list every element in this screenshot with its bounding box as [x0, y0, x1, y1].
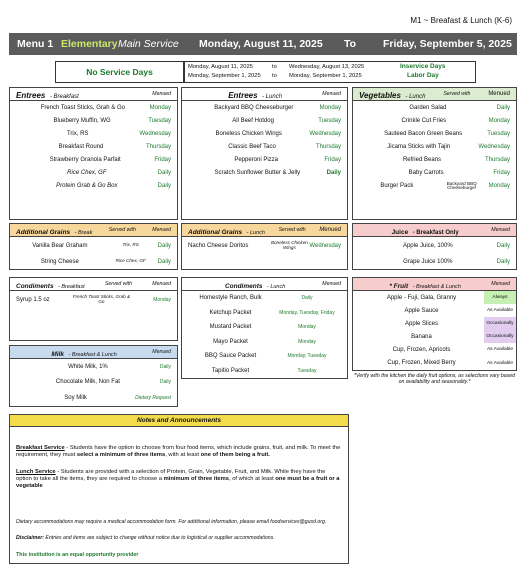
- fruit-note: *Verify with the kitchen the daily fruit options, as selections vary based on availability and seasonality.*: [354, 372, 515, 385]
- menued-label: Menued: [491, 281, 510, 287]
- item-name: String Cheese: [40, 258, 79, 265]
- equal-opportunity-note: This institution is an equal opportunity provider: [16, 552, 139, 558]
- section-subtitle: - Lunch: [266, 284, 286, 290]
- no-service-days-label: No Service Days: [55, 61, 184, 83]
- item-day: Daily: [159, 363, 171, 370]
- served-with: French Toast Sticks, Grab & Go: [72, 294, 131, 304]
- menu-row: [10, 127, 177, 140]
- item-day: Monday: [319, 104, 341, 111]
- note-text: - Students have the option to choose from four food items, which include grains, fruit, and milk. To meet the requirement, they must: [16, 445, 341, 459]
- section-title: Condiments: [224, 283, 263, 290]
- item-day: Daily: [496, 258, 510, 265]
- item-day: Friday: [324, 156, 341, 163]
- menu-row: [10, 239, 177, 252]
- vegetables-section: [352, 87, 517, 220]
- to-label: To: [344, 38, 357, 50]
- menu-row: [10, 140, 177, 153]
- item-day: Daily: [157, 170, 171, 177]
- disclaimer-note: [10, 535, 348, 542]
- item-day: Daily: [157, 183, 171, 190]
- menu-row: [353, 239, 516, 252]
- menued-label: Menued: [152, 349, 171, 355]
- note-text: Entries and items are subject to change without notice due to logistical or supplier accommodations.: [43, 535, 275, 541]
- item-name: Homestyle Ranch, Bulk: [199, 295, 262, 302]
- menu-row: [182, 335, 347, 350]
- item-name: Chocolate Milk, Non Fat: [55, 379, 120, 386]
- menu-row: [10, 375, 177, 391]
- served-with-label: Served with: [108, 227, 136, 233]
- menu-row: [182, 166, 347, 179]
- menu-row: [10, 390, 177, 406]
- availability-badge: As Available: [486, 308, 514, 314]
- menu-number: Menu 1: [17, 38, 54, 50]
- item-name: Soy Milk: [64, 394, 87, 401]
- note-label: Disclaimer:: [16, 535, 44, 541]
- item-day: Monday: [488, 183, 510, 190]
- item-name: Protein Grab & Go Box: [56, 183, 118, 190]
- served-with: Trix, RS: [122, 242, 139, 248]
- served-with-label: Served with: [278, 227, 306, 233]
- entrees-breakfast-section: [9, 87, 178, 220]
- lunch-service-note: [10, 469, 348, 491]
- range-to-word: to: [272, 73, 277, 79]
- item-name: Backyard BBQ Cheeseburger: [214, 104, 294, 111]
- special-day: Labor Day: [407, 72, 439, 79]
- menu-row: [182, 239, 347, 252]
- item-day: Daily: [301, 295, 313, 302]
- section-header: [353, 88, 516, 101]
- item-day: Tuesday: [487, 130, 510, 137]
- menued-label: Menued: [152, 227, 171, 233]
- menu-row: [182, 306, 347, 321]
- menu-row: [353, 304, 516, 317]
- note-text: - Students are provided with a selection of Protein, Grain, Vegetable, Fruit, and Milk. While they have the option to take all the items, they are required to choose a: [16, 469, 326, 483]
- item-name: Apple - Fuji, Gala, Granny: [386, 294, 457, 301]
- note-label: Breakfast Service: [16, 445, 65, 451]
- note-emphasis: one must be a fruit or a vegetable: [16, 476, 340, 490]
- item-name: Pepperoni Pizza: [234, 156, 279, 163]
- notes-title: Notes and Announcements: [10, 415, 348, 427]
- item-name: Cup, Frozen, Mixed Berry: [387, 360, 456, 367]
- menu-row: [353, 330, 516, 343]
- item-day: Dietary Request: [135, 394, 171, 401]
- menu-row: [182, 291, 347, 306]
- section-title: Additional Grains: [188, 229, 243, 236]
- menu-row: [353, 140, 516, 153]
- availability-badge: As Available: [486, 347, 514, 353]
- item-day: Wednesday: [309, 242, 341, 249]
- menu-row: [182, 114, 347, 127]
- section-title: Juice: [391, 229, 409, 236]
- item-day: Tuesday: [148, 117, 171, 124]
- item-day: Daily: [157, 258, 171, 265]
- served-with: Boneless Chicken Wings: [271, 239, 308, 250]
- item-name: Apple Juice, 100%: [402, 242, 453, 249]
- section-subtitle: - Lunch: [405, 94, 426, 100]
- section-header: [353, 278, 516, 291]
- end-date: Friday, September 5, 2025: [383, 38, 512, 50]
- menu-row: [10, 359, 177, 375]
- item-name: Cup, Frozen, Apricots: [392, 346, 451, 353]
- section-header: [353, 224, 516, 237]
- menued-label: Menued: [319, 227, 341, 233]
- item-name: Refried Beans: [402, 156, 441, 163]
- breakfast-service-note: [10, 445, 348, 459]
- menu-row: [182, 364, 347, 379]
- section-subtitle: - Break: [74, 230, 93, 236]
- item-day: Friday: [493, 170, 510, 177]
- range-from: Monday, September 1, 2025: [188, 73, 261, 79]
- item-name: Banana: [411, 333, 432, 340]
- item-day: Wednesday: [139, 130, 171, 137]
- item-day: Tuesday: [297, 367, 317, 374]
- item-name: White Milk, 1%: [68, 363, 108, 370]
- note-emphasis: select a minimum of three items: [76, 452, 166, 459]
- item-name: Syrup 1.5 oz: [16, 297, 50, 303]
- availability-badge: Always: [484, 291, 516, 304]
- item-name: Mayo Packet: [213, 338, 248, 345]
- menu-row: [10, 153, 177, 166]
- grains-lunch-section: [181, 223, 348, 270]
- item-name: Boneless Chicken Wings: [215, 130, 282, 137]
- section-subtitle: - Lunch: [246, 230, 265, 236]
- section-header: [182, 224, 347, 237]
- menu-row: [353, 153, 516, 166]
- menu-row: [10, 114, 177, 127]
- section-subtitle: - Breakfast & Lunch: [412, 284, 461, 290]
- item-name: All Beef Hotdog: [232, 117, 274, 124]
- item-day: Monday: [298, 338, 316, 345]
- item-day: Daily: [496, 242, 510, 249]
- menu-level: Elementary: [61, 38, 118, 50]
- item-name: Ketchup Packet: [209, 309, 252, 316]
- availability-badge: As Available: [486, 360, 514, 366]
- item-name: Strawberry Granola Parfait: [49, 156, 121, 163]
- menu-row: [10, 180, 177, 193]
- menued-label: Menued: [488, 91, 510, 97]
- item-day: Daily: [157, 242, 171, 249]
- menu-row: [10, 166, 177, 179]
- menu-row: [10, 291, 177, 309]
- item-name: Sauteed Bacon Green Beans: [384, 130, 463, 137]
- item-day: Wednesday: [309, 130, 341, 137]
- item-day: Monday, Tuesday, Friday: [279, 309, 335, 316]
- menu-row: [353, 356, 516, 369]
- item-name: Apple Sauce: [404, 307, 439, 314]
- item-day: Monday: [298, 324, 316, 331]
- section-header: [10, 346, 177, 359]
- item-name: Grape Juice 100%: [403, 258, 453, 265]
- menu-row: [182, 127, 347, 140]
- section-header: [182, 278, 347, 291]
- note-text: , of which at least: [228, 476, 276, 483]
- item-name: Crinkle Cut Fries: [401, 117, 447, 124]
- entrees-lunch-section: [181, 87, 348, 220]
- menu-row: [353, 127, 516, 140]
- item-day: Wednesday: [478, 143, 510, 150]
- notes-section: [9, 414, 349, 564]
- condiments-lunch-section: [181, 277, 348, 379]
- item-day: Monday: [153, 297, 171, 303]
- section-header: [10, 224, 177, 237]
- juice-section: [352, 223, 517, 270]
- menu-row: [182, 320, 347, 335]
- section-title: Condiments: [16, 283, 54, 290]
- item-day: Daily: [326, 170, 341, 177]
- item-name: French Toast Sticks, Grah & Go: [40, 104, 125, 111]
- note-emphasis: one of them being a fruit.: [200, 452, 270, 459]
- menu-row: [353, 255, 516, 268]
- section-subtitle: - Breakfast: [58, 284, 85, 290]
- section-title: Vegetables: [359, 91, 401, 100]
- item-day: Thursday: [315, 143, 341, 150]
- range-to-word: to: [272, 64, 277, 70]
- note-emphasis: minimum of three items: [163, 476, 229, 483]
- served-with: Backyard BBQ Cheeseburger: [446, 180, 477, 191]
- item-name: Classic Beef Taco: [228, 143, 276, 150]
- item-day: Monday: [488, 117, 510, 124]
- start-date: Monday, August 11, 2025: [199, 38, 323, 50]
- menu-row: [353, 114, 516, 127]
- item-day: Daily: [159, 379, 171, 386]
- item-name: BBQ Sauce Packet: [204, 353, 257, 360]
- menu-row: [10, 255, 177, 268]
- range-to: Wednesday, August 13, 2025: [289, 64, 365, 70]
- section-subtitle: - Breakfast: [49, 94, 79, 100]
- menu-service: Main Service: [118, 38, 179, 50]
- section-subtitle: - Breakfast Only: [412, 230, 459, 236]
- item-name: Mustard Packet: [209, 324, 252, 331]
- no-service-date-ranges: [184, 61, 476, 83]
- note-text: , with at least: [165, 452, 201, 459]
- grains-breakfast-section: [9, 223, 178, 270]
- fruit-section: [352, 277, 517, 392]
- menu-row: [353, 317, 516, 330]
- special-day: Inservice Days: [400, 63, 446, 70]
- item-name: Jicama Sticks with Tajin: [387, 143, 451, 150]
- item-name: Baby Carrots: [408, 170, 444, 177]
- section-title: Milk: [51, 351, 65, 358]
- served-with-label: Served with: [443, 91, 471, 97]
- availability-badge: Occasionally: [484, 317, 516, 330]
- menu-row: [353, 166, 516, 179]
- dietary-note: Dietary accommodations may require a medical accommodation form. For additional information, please email foodservices@gusd.org.: [16, 519, 327, 525]
- menu-row: [353, 180, 516, 193]
- section-title: Additional Grains: [16, 229, 71, 236]
- section-header: [10, 88, 177, 101]
- section-title: * Fruit: [389, 283, 409, 290]
- item-name: Apple Slices: [404, 320, 439, 327]
- section-header: [10, 278, 177, 291]
- menu-row: [353, 343, 516, 356]
- section-subtitle: - Breakfast & Lunch: [68, 352, 117, 358]
- item-name: Garden Salad: [409, 104, 447, 111]
- item-day: Monday, Tuesday: [287, 353, 327, 360]
- item-name: Trix, RS: [66, 130, 89, 137]
- section-title: Entrees: [16, 91, 46, 100]
- condiments-breakfast-section: [9, 277, 178, 341]
- item-day: Monday: [149, 104, 171, 111]
- item-day: Tuesday: [318, 117, 341, 124]
- milk-section: [9, 345, 178, 407]
- item-day: Thursday: [484, 156, 510, 163]
- menued-label: Menued: [491, 227, 510, 233]
- item-day: Daily: [496, 104, 510, 111]
- item-name: Burger Pack: [380, 183, 414, 190]
- item-name: Scratch Sunflower Butter & Jelly: [214, 170, 301, 177]
- menued-label: Menued: [322, 91, 341, 97]
- menu-row: [182, 349, 347, 364]
- section-title: Entrees: [228, 91, 258, 100]
- menu-row: [182, 140, 347, 153]
- item-name: Breakfast Round: [58, 143, 104, 150]
- served-with: Rice Chex, GF: [115, 258, 146, 264]
- range-to: Monday, September 1, 2025: [289, 73, 362, 79]
- served-with-label: Served with: [104, 281, 132, 287]
- section-subtitle: - Lunch: [262, 94, 283, 100]
- item-name: Tapitio Packet: [211, 367, 250, 374]
- item-name: Vanilla Bear Graham: [32, 242, 88, 249]
- section-header: [182, 88, 347, 101]
- menu-banner: [9, 33, 517, 55]
- item-day: Thursday: [145, 143, 171, 150]
- menu-code: M1 ~ Breafast & Lunch (K-6): [410, 16, 512, 25]
- menued-label: Menued: [152, 281, 171, 287]
- menu-row: [182, 153, 347, 166]
- availability-badge: Occasionally: [484, 330, 516, 343]
- item-name: Nacho Cheese Doritos: [188, 242, 249, 249]
- menued-label: Menued: [152, 91, 171, 97]
- note-label: Lunch Service: [16, 469, 56, 475]
- item-name: Blueberry Muffin, WG: [53, 117, 111, 124]
- item-name: Rice Chex, GF: [67, 170, 107, 177]
- item-day: Friday: [154, 156, 171, 163]
- range-from: Monday, August 11, 2025: [188, 64, 253, 70]
- menued-label: Menued: [322, 281, 341, 287]
